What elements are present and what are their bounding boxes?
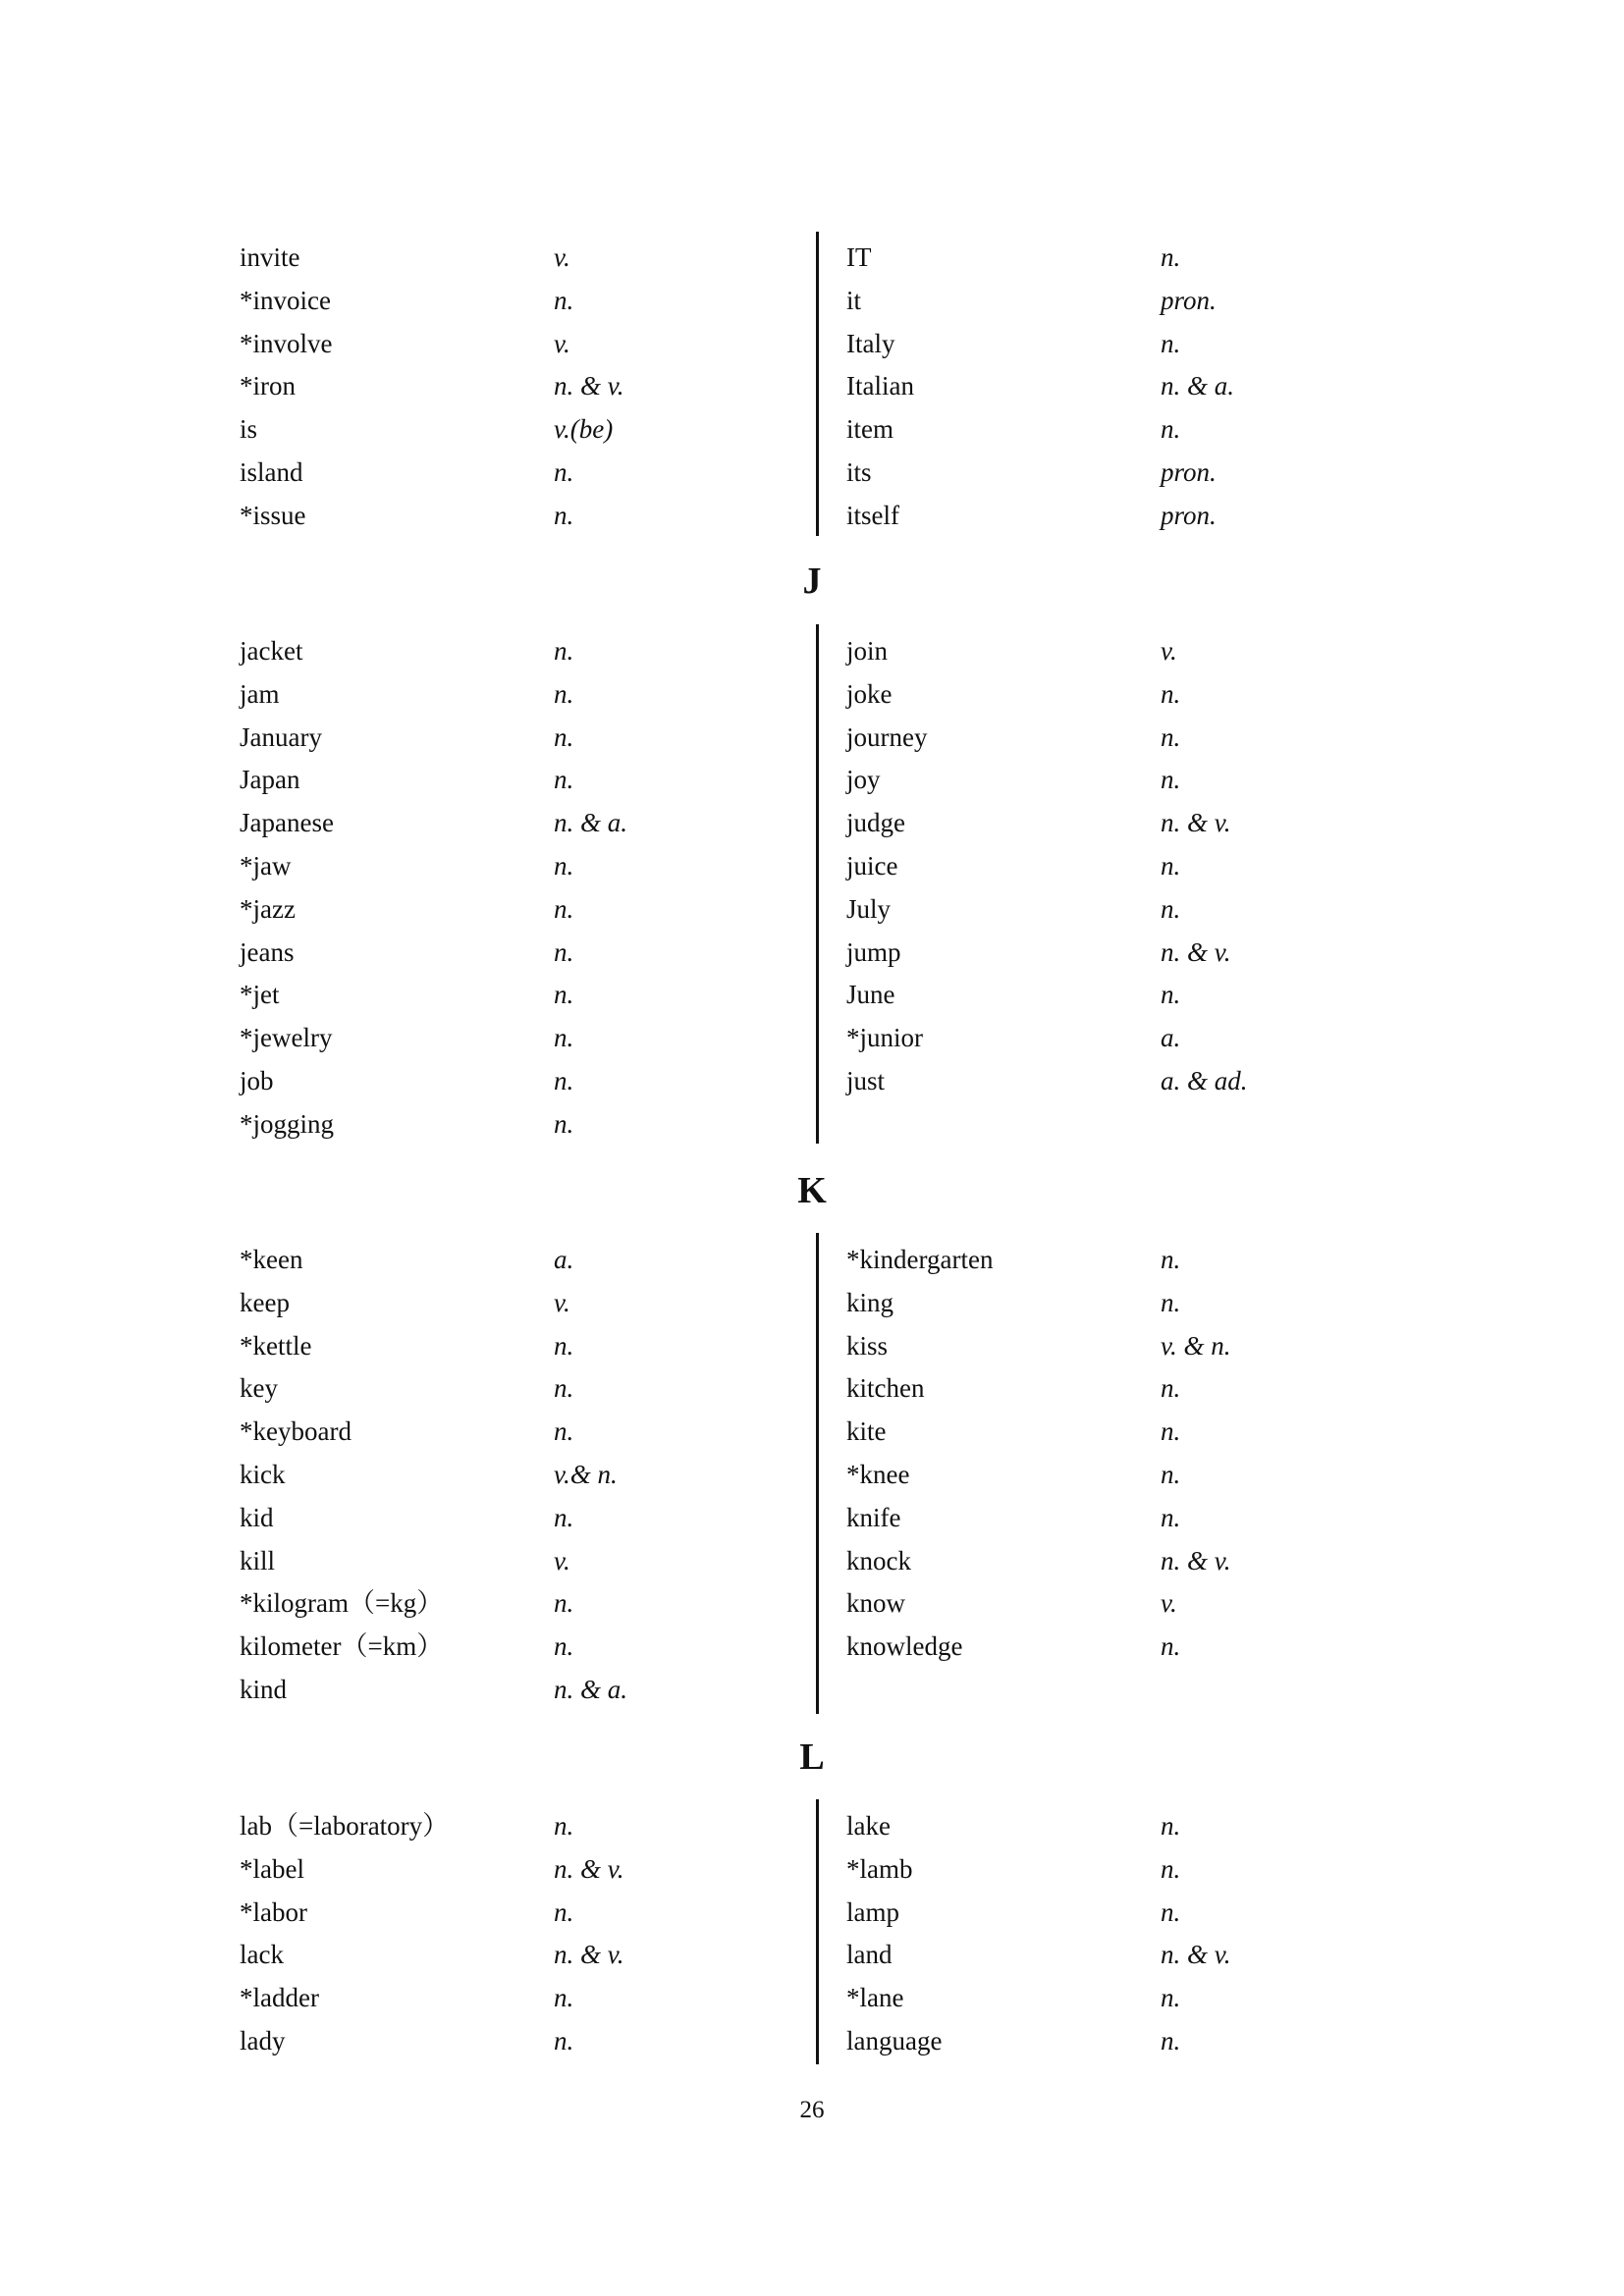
headword: king	[846, 1287, 894, 1317]
part-of-speech: v. & n.	[1161, 1330, 1231, 1361]
part-of-speech: n. & v.	[1161, 936, 1231, 967]
column-divider	[816, 624, 819, 1144]
headword: kiss	[846, 1330, 889, 1361]
part-of-speech: a.	[1161, 1023, 1181, 1053]
headword: knife	[846, 1502, 901, 1532]
part-of-speech: n.	[1161, 765, 1181, 795]
headword: Italy	[846, 328, 895, 358]
part-of-speech: n.	[1161, 1245, 1181, 1274]
headword: kid	[240, 1502, 274, 1532]
headword: juice	[846, 850, 898, 881]
part-of-speech: n. & a.	[554, 1674, 628, 1704]
part-of-speech: n. & v.	[554, 1853, 624, 1884]
headword: is	[240, 414, 258, 445]
headword: jacket	[240, 636, 303, 666]
headword: *jewelry	[240, 1023, 333, 1053]
part-of-speech: n.	[1161, 1811, 1181, 1841]
headword: jam	[240, 678, 280, 709]
part-of-speech: n.	[554, 980, 574, 1010]
headword: know	[846, 1588, 905, 1619]
headword: jump	[846, 936, 901, 967]
headword: *ladder	[240, 1983, 319, 2013]
part-of-speech: n.	[1161, 1373, 1181, 1404]
part-of-speech: n.	[554, 1983, 574, 2013]
headword: joy	[846, 765, 881, 795]
headword: *lane	[846, 1983, 904, 2013]
headword: *jogging	[240, 1108, 335, 1139]
headword: just	[846, 1065, 886, 1095]
part-of-speech: n.	[554, 721, 574, 752]
headword: *kettle	[240, 1330, 312, 1361]
part-of-speech: n.	[1161, 850, 1181, 881]
headword: join	[846, 636, 889, 666]
part-of-speech: n.	[554, 765, 574, 795]
part-of-speech: n.	[554, 1416, 574, 1447]
part-of-speech: n.	[1161, 1287, 1181, 1317]
headword: judge	[846, 808, 905, 838]
part-of-speech: v.(be)	[554, 414, 614, 445]
part-of-speech: v.	[554, 328, 570, 358]
headword: *keen	[240, 1245, 303, 1274]
part-of-speech: n.	[554, 850, 574, 881]
headword: lamp	[846, 1896, 899, 1927]
headword: lake	[846, 1811, 891, 1841]
part-of-speech: n.	[554, 2025, 574, 2056]
headword: *label	[240, 1853, 304, 1884]
part-of-speech: v.	[1161, 636, 1177, 666]
part-of-speech: n. & v.	[1161, 1545, 1231, 1575]
part-of-speech: n. & v.	[554, 1940, 624, 1970]
part-of-speech: n.	[554, 936, 574, 967]
headword: jeans	[240, 936, 295, 967]
headword: *knee	[846, 1459, 910, 1489]
part-of-speech: n. & a.	[554, 808, 628, 838]
headword: *issue	[240, 500, 306, 530]
part-of-speech: n.	[554, 678, 574, 709]
headword: journey	[846, 721, 928, 752]
part-of-speech: n.	[554, 1108, 574, 1139]
headword: its	[846, 456, 872, 487]
part-of-speech: n.	[1161, 980, 1181, 1010]
part-of-speech: pron.	[1161, 500, 1217, 530]
part-of-speech: a. & ad.	[1161, 1065, 1248, 1095]
part-of-speech: n. & v.	[1161, 808, 1231, 838]
headword: item	[846, 414, 893, 445]
part-of-speech: n.	[554, 1811, 574, 1841]
headword: *labor	[240, 1896, 307, 1927]
headword: kick	[240, 1459, 286, 1489]
headword: kill	[240, 1545, 276, 1575]
part-of-speech: v.& n.	[554, 1459, 618, 1489]
part-of-speech: n.	[1161, 1416, 1181, 1447]
part-of-speech: n.	[1161, 1983, 1181, 2013]
section-letter-heading: J	[802, 561, 822, 602]
headword: Japanese	[240, 808, 334, 838]
part-of-speech: n.	[1161, 1853, 1181, 1884]
part-of-speech: n.	[554, 1631, 574, 1662]
part-of-speech: n.	[554, 1065, 574, 1095]
headword: job	[240, 1065, 274, 1095]
headword: *jaw	[240, 850, 292, 881]
headword: Italian	[846, 371, 914, 401]
headword: lady	[240, 2025, 286, 2056]
headword: IT	[846, 242, 872, 272]
headword: it	[846, 285, 862, 315]
headword: lab（=laboratory）	[240, 1811, 450, 1841]
part-of-speech: pron.	[1161, 456, 1217, 487]
part-of-speech: v.	[554, 1545, 570, 1575]
part-of-speech: n.	[1161, 678, 1181, 709]
headword: *invoice	[240, 285, 331, 315]
headword: *jazz	[240, 893, 296, 924]
headword: joke	[846, 678, 893, 709]
part-of-speech: n.	[554, 636, 574, 666]
headword: July	[846, 893, 892, 924]
part-of-speech: n.	[554, 1896, 574, 1927]
part-of-speech: n.	[554, 893, 574, 924]
headword: itself	[846, 500, 899, 530]
part-of-speech: n.	[1161, 414, 1181, 445]
part-of-speech: n. & v.	[1161, 1940, 1231, 1970]
headword: January	[240, 721, 322, 752]
headword: *lamb	[846, 1853, 913, 1884]
headword: *jet	[240, 980, 280, 1010]
column-divider	[816, 1799, 819, 2064]
part-of-speech: n.	[554, 1330, 574, 1361]
headword: knock	[846, 1545, 911, 1575]
headword: *involve	[240, 328, 333, 358]
headword: *iron	[240, 371, 296, 401]
headword: Japan	[240, 765, 300, 795]
part-of-speech: n.	[554, 1023, 574, 1053]
headword: language	[846, 2025, 943, 2056]
headword: kite	[846, 1416, 887, 1447]
part-of-speech: n. & v.	[554, 371, 624, 401]
part-of-speech: n.	[554, 285, 574, 315]
headword: invite	[240, 242, 300, 272]
column-divider	[816, 232, 819, 536]
headword: *keyboard	[240, 1416, 352, 1447]
page-number: 26	[799, 2097, 825, 2123]
headword: knowledge	[846, 1631, 963, 1662]
part-of-speech: n.	[554, 500, 574, 530]
part-of-speech: n.	[1161, 328, 1181, 358]
headword: *kilogram（=kg）	[240, 1588, 444, 1619]
section-letter-heading: K	[797, 1170, 827, 1211]
headword: kitchen	[846, 1373, 925, 1404]
headword: key	[240, 1373, 278, 1404]
part-of-speech: n.	[1161, 1502, 1181, 1532]
part-of-speech: n.	[1161, 893, 1181, 924]
part-of-speech: n.	[1161, 1631, 1181, 1662]
part-of-speech: a.	[554, 1245, 574, 1274]
headword: island	[240, 456, 303, 487]
headword: kind	[240, 1674, 288, 1704]
headword: keep	[240, 1287, 290, 1317]
part-of-speech: n. & a.	[1161, 371, 1235, 401]
part-of-speech: n.	[1161, 721, 1181, 752]
headword: *kindergarten	[846, 1245, 994, 1274]
headword: land	[846, 1940, 893, 1970]
part-of-speech: pron.	[1161, 285, 1217, 315]
headword: *junior	[846, 1023, 923, 1053]
part-of-speech: n.	[1161, 1896, 1181, 1927]
part-of-speech: n.	[554, 456, 574, 487]
part-of-speech: n.	[554, 1588, 574, 1619]
part-of-speech: v.	[554, 1287, 570, 1317]
headword: lack	[240, 1940, 284, 1970]
part-of-speech: v.	[554, 242, 570, 272]
part-of-speech: v.	[1161, 1588, 1177, 1619]
headword: June	[846, 980, 895, 1010]
part-of-speech: n.	[554, 1502, 574, 1532]
part-of-speech: n.	[1161, 2025, 1181, 2056]
part-of-speech: n.	[1161, 242, 1181, 272]
part-of-speech: n.	[1161, 1459, 1181, 1489]
section-letter-heading: L	[799, 1736, 825, 1778]
headword: kilometer（=km）	[240, 1631, 444, 1662]
part-of-speech: n.	[554, 1373, 574, 1404]
column-divider	[816, 1233, 819, 1714]
